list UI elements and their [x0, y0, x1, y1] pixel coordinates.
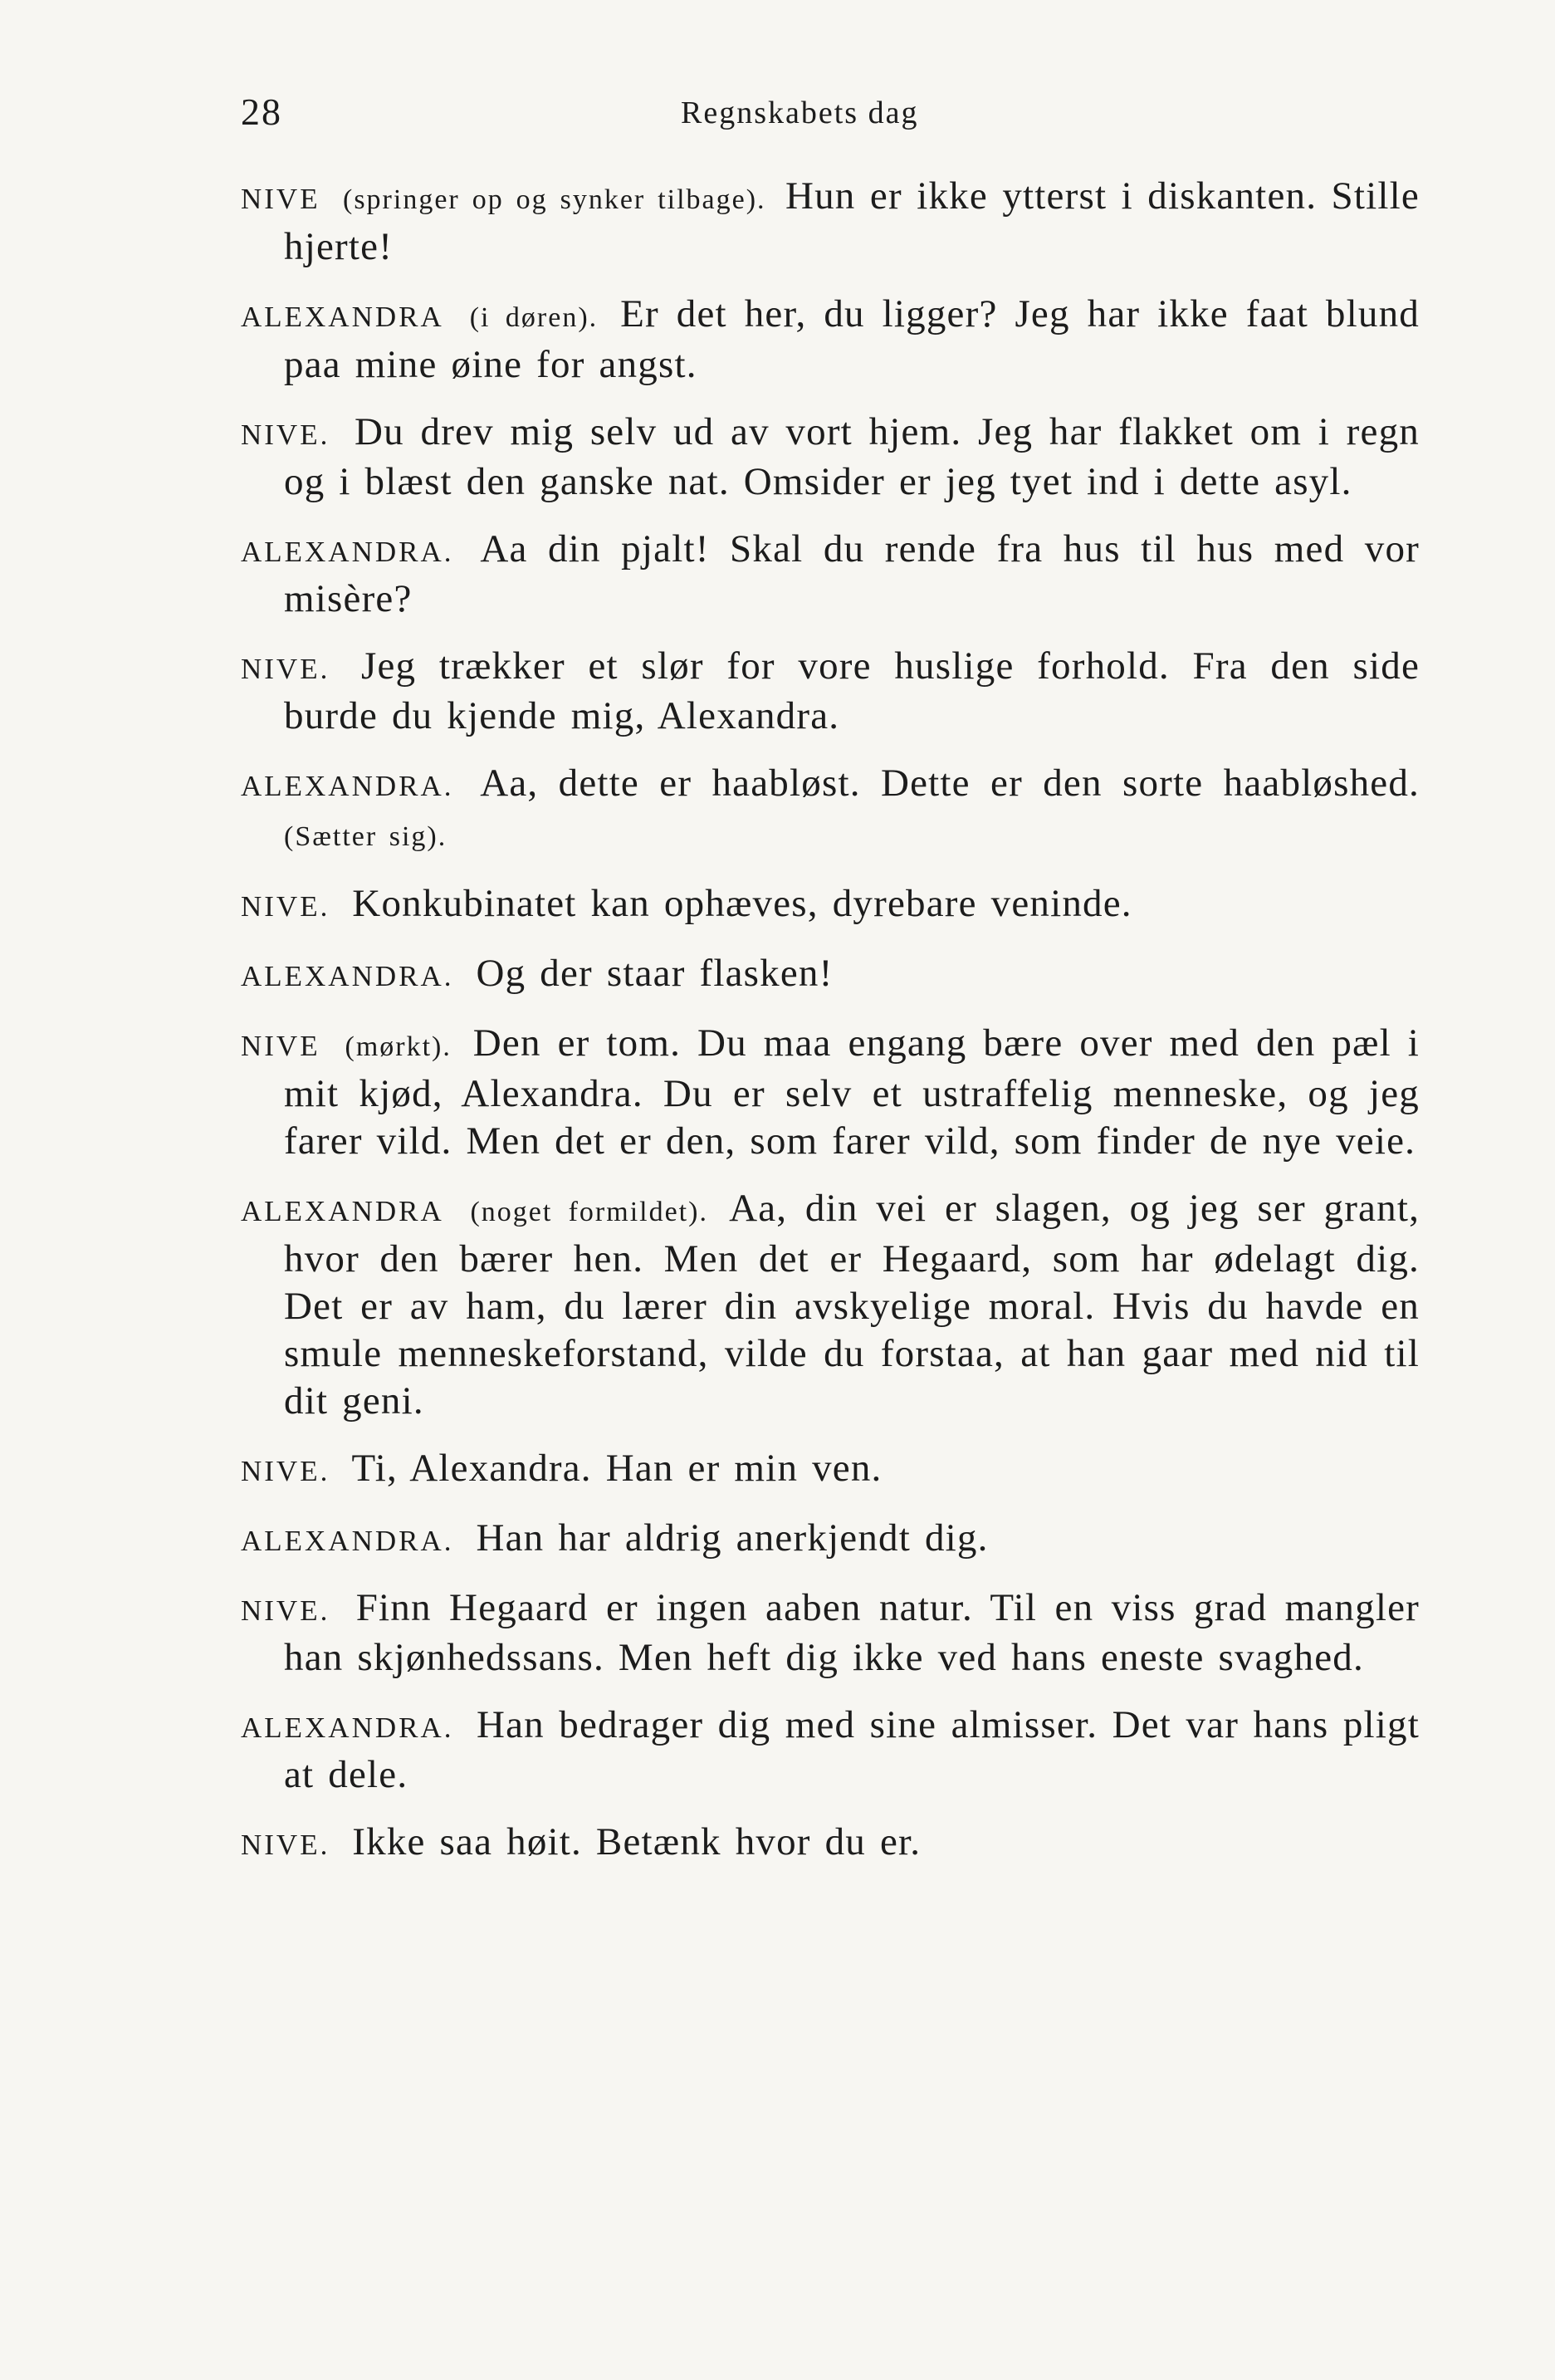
speech-line: [241, 950, 1420, 1000]
speech-line: [241, 760, 1420, 860]
speech-text: Er det her, du ligger? Jeg har ikke faat blund paa mine øine for angst.: [284, 292, 1420, 386]
speech-line: [241, 1445, 1420, 1495]
speech-text: Konkubinatet kan ophæves, dyrebare veninde.: [352, 882, 1132, 925]
running-title: Regnskabets dag: [681, 95, 919, 130]
speech-text: Hun er ikke ytterst i diskanten. Stille hjerte!: [284, 174, 1420, 268]
speech-line: [241, 643, 1420, 740]
stage-direction: (mørkt).: [345, 1031, 452, 1062]
speech-text: Han har aldrig anerkjendt dig.: [476, 1516, 989, 1560]
speech-text: Aa, dette er haabløst. Dette er den sorte haabløshed.: [480, 762, 1421, 805]
speaker-name: NIVE.: [241, 1455, 330, 1487]
speaker-name: NIVE: [241, 183, 320, 215]
speech-text: Han bedrager dig med sine almisser. Det var hans pligt at dele.: [284, 1703, 1420, 1796]
speaker-name: ALEXANDRA.: [241, 1525, 454, 1557]
speaker-name: NIVE: [241, 1030, 320, 1062]
speaker-name: NIVE.: [241, 419, 330, 451]
speech-text: Finn Hegaard er ingen aaben natur. Til en viss grad mangler han skjønhedssans. Men heft dig ikke ved hans eneste svaghed.: [284, 1586, 1420, 1679]
speech-line: [241, 1185, 1420, 1425]
speaker-name: ALEXANDRA: [241, 1195, 444, 1227]
speech-line: [241, 880, 1420, 930]
speech-text: Aa din pjalt! Skal du rende fra hus til hus med vor misère?: [284, 527, 1420, 620]
speaker-name: NIVE.: [241, 890, 330, 923]
speech-text: Ti, Alexandra. Han er min ven.: [351, 1447, 883, 1490]
speech-line: [241, 1584, 1420, 1682]
speech-line: [241, 291, 1420, 389]
speech-line: [241, 1702, 1420, 1799]
speech-text: Den er tom. Du maa engang bære over med den pæl i mit kjød, Alexandra. Du er selv et ustraffelig menneske, og jeg farer vild. Men det er den, som farer vild, som finder de nye veie.: [284, 1021, 1421, 1163]
stage-direction: (noget formildet).: [470, 1197, 708, 1227]
speech-text: Ikke saa høit. Betænk hvor du er.: [352, 1820, 922, 1863]
stage-direction: (springer op og synker tilbage).: [343, 184, 766, 215]
speech-line: [241, 1020, 1420, 1165]
speaker-name: NIVE.: [241, 653, 330, 685]
speech-line: [241, 173, 1420, 271]
speech-line: [241, 526, 1420, 623]
speech-text: Jeg trækker et slør for vore huslige forhold. Fra den side burde du kjende mig, Alexandra.: [284, 644, 1421, 737]
speech-text: Og der staar flasken!: [476, 952, 834, 995]
speaker-name: ALEXANDRA.: [241, 1712, 454, 1744]
page-number: 28: [241, 91, 282, 133]
page-header: [241, 90, 1420, 148]
speaker-name: ALEXANDRA: [241, 301, 444, 333]
speaker-name: ALEXANDRA.: [241, 770, 454, 802]
stage-direction: (Sætter sig).: [284, 821, 447, 852]
speaker-name: NIVE.: [241, 1594, 330, 1627]
speech-text: Aa, din vei er slagen, og jeg ser grant, hvor den bærer hen. Men det er Hegaard, som har ødelagt dig. Det er av ham, du lærer din avskyelige moral. Hvis du havde en smule menneskeforstand, vilde du forstaa, at han gaar med nid til dit geni.: [284, 1187, 1421, 1423]
speaker-name: ALEXANDRA.: [241, 960, 454, 992]
dialogue-text: [241, 173, 1420, 1888]
speaker-name: ALEXANDRA.: [241, 536, 454, 568]
speech-line: [241, 1819, 1420, 1868]
speech-line: [241, 1515, 1420, 1565]
speech-text: Du drev mig selv ud av vort hjem. Jeg har flakket om i regn og i blæst den ganske nat. Omsider er jeg tyet ind i dette asyl.: [284, 410, 1420, 503]
stage-direction: (i døren).: [469, 302, 599, 333]
speech-line: [241, 409, 1420, 506]
speaker-name: NIVE.: [241, 1829, 330, 1861]
